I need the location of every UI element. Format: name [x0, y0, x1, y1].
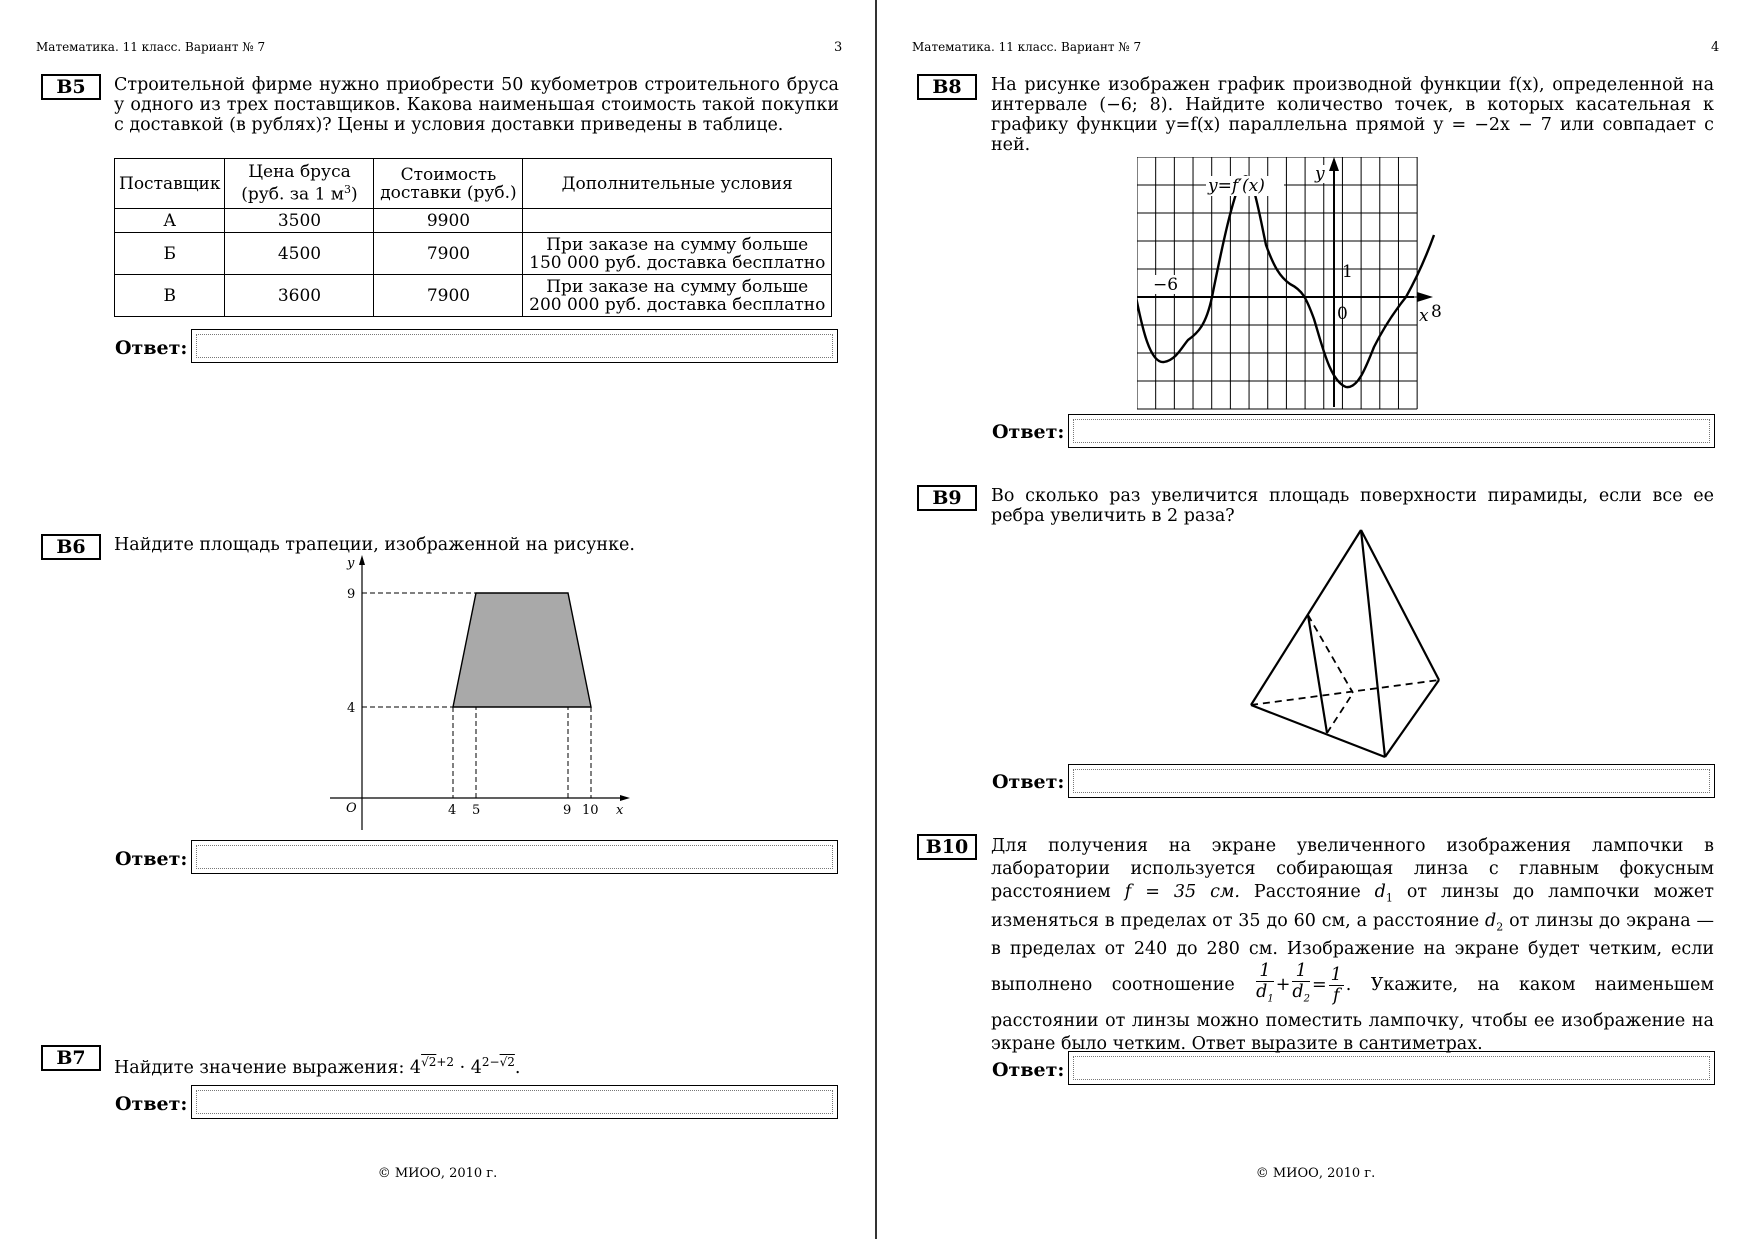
- page-number: 4: [1711, 40, 1720, 55]
- derivative-curve: [1137, 176, 1434, 387]
- table-header: Дополнительные условия: [523, 159, 832, 209]
- x-tick-5: 5: [472, 803, 481, 818]
- answer-label: Ответ:: [992, 1059, 1065, 1081]
- trapezoid-figure: [320, 555, 630, 830]
- trapezoid-shape: [453, 593, 591, 707]
- table-cell: При заказе на сумму больше 150 000 руб. доставка бесплатно: [523, 233, 832, 275]
- task-label-b6: B6: [41, 534, 101, 560]
- y-axis-label: y: [347, 556, 355, 571]
- answer-field-b9[interactable]: [1068, 764, 1715, 798]
- answer-label: Ответ:: [115, 848, 188, 870]
- task-text-b10: Для получения на экране увеличенного изображения лампочки в лаборатории используется собирающая линза с главным фокусным расстоянием f = 35 см. Расстояние $d_1$ от линзы до лампочки может изменяться в пределах от 35 до 60 см, а расстояние $d_2$ от линзы до экрана — в пределах от 240 до 280 см. Изображение на экране будет четким, если выполнено соотношение $\frac{1}{d_1}$ + $\frac{1}{d_2}$ = $\frac{1}{f}$ . Укажите, на каком наименьшем расстоянии от линзы можно поместить лампочку, чтобы ее изображение на экране было четким. Ответ выразите в сантиметрах.: [991, 836, 1714, 1054]
- table-cell: Б: [115, 233, 225, 275]
- right-page: [877, 0, 1754, 1239]
- table-cell: 3500: [225, 209, 374, 233]
- task-label-b8: B8: [917, 74, 977, 100]
- page-footer: © МИОО, 2010 г.: [1255, 1166, 1376, 1181]
- table-cell: 3600: [225, 275, 374, 317]
- answer-label: Ответ:: [115, 337, 188, 359]
- task-text-b7: Найдите значение выражения: $4^{√2+2} \cdot 4^{2-√2}$.: [114, 1055, 521, 1078]
- answer-field-b6[interactable]: [191, 840, 838, 874]
- table-cell: При заказе на сумму больше 200 000 руб. доставка бесплатно: [523, 275, 832, 317]
- table-cell: А: [115, 209, 225, 233]
- pyramid-figure: [1247, 525, 1447, 765]
- x-axis-label: x: [616, 803, 624, 818]
- page-header: Математика. 11 класс. Вариант № 7: [36, 40, 266, 54]
- answer-label: Ответ:: [115, 1093, 188, 1115]
- y-axis-label: y: [1315, 164, 1325, 184]
- page-footer: © МИОО, 2010 г.: [377, 1166, 498, 1181]
- eight-label: 8: [1431, 302, 1442, 322]
- table-cell: [523, 209, 832, 233]
- x-tick-9: 9: [563, 803, 572, 818]
- table-row: [115, 275, 832, 317]
- origin-label: O: [346, 801, 357, 816]
- page-header: Математика. 11 класс. Вариант № 7: [912, 40, 1142, 54]
- answer-label: Ответ:: [992, 771, 1065, 793]
- page-number: 3: [834, 40, 843, 55]
- answer-field-b8[interactable]: [1068, 414, 1715, 448]
- table-cell: 7900: [374, 275, 523, 317]
- answer-field-b7[interactable]: [191, 1085, 838, 1119]
- x-tick-4: 4: [448, 803, 457, 818]
- answer-field-b10[interactable]: [1068, 1051, 1715, 1085]
- neg6-label: −6: [1153, 275, 1179, 295]
- table-row: [115, 233, 832, 275]
- task-label-b9: B9: [917, 485, 977, 511]
- task-label-b5: B5: [41, 74, 101, 100]
- price-table: [114, 158, 832, 317]
- table-header: Стоимость доставки (руб.): [374, 159, 523, 209]
- one-label: 1: [1342, 262, 1353, 282]
- answer-field-b5[interactable]: [191, 329, 838, 363]
- task-label-b10: B10: [917, 834, 977, 860]
- table-row: [115, 209, 832, 233]
- fraction-1-over-d1: $\frac{1}{d_1}$: [1256, 961, 1274, 1005]
- y-tick-4: 4: [347, 701, 356, 716]
- x-axis-label: x: [1419, 306, 1429, 326]
- answer-label: Ответ:: [992, 421, 1065, 443]
- task-text-b6: Найдите площадь трапеции, изображенной на рисунке.: [114, 535, 635, 555]
- fraction-1-over-d2: $\frac{1}{d_2}$: [1292, 961, 1310, 1005]
- zero-label: 0: [1337, 304, 1348, 324]
- table-header: Поставщик: [115, 159, 225, 209]
- y-tick-9: 9: [347, 587, 356, 602]
- fraction-1-over-f: $\frac{1}{f}$: [1330, 964, 1342, 1006]
- task-label-b7: B7: [41, 1045, 101, 1071]
- table-header: Цена бруса (руб. за 1 $м^3$): [225, 159, 374, 209]
- table-cell: 4500: [225, 233, 374, 275]
- table-cell: В: [115, 275, 225, 317]
- curve-label: y=f′(x): [1208, 176, 1265, 196]
- task-text-b9: Во сколько раз увеличится площадь поверхности пирамиды, если все ее ребра увеличить в 2 раза?: [991, 486, 1714, 526]
- table-cell: 7900: [374, 233, 523, 275]
- task-text-b8: На рисунке изображен график производной функции f(x), определенной на интервале (−6; 8). Найдите количество точек, в которых касательная к графику функции y=f(x) параллельна прямой y = −2x − 7 или совпадает с ней.: [991, 75, 1714, 155]
- derivative-graph: [1137, 157, 1447, 412]
- table-cell: 9900: [374, 209, 523, 233]
- task-text-b5: Строительной фирме нужно приобрести 50 кубометров строительного бруса у одного из трех поставщиков. Какова наименьшая стоимость такой покупки с доставкой (в рублях)? Цены и условия доставки приведены в таблице.: [114, 75, 839, 135]
- x-tick-10: 10: [582, 803, 599, 818]
